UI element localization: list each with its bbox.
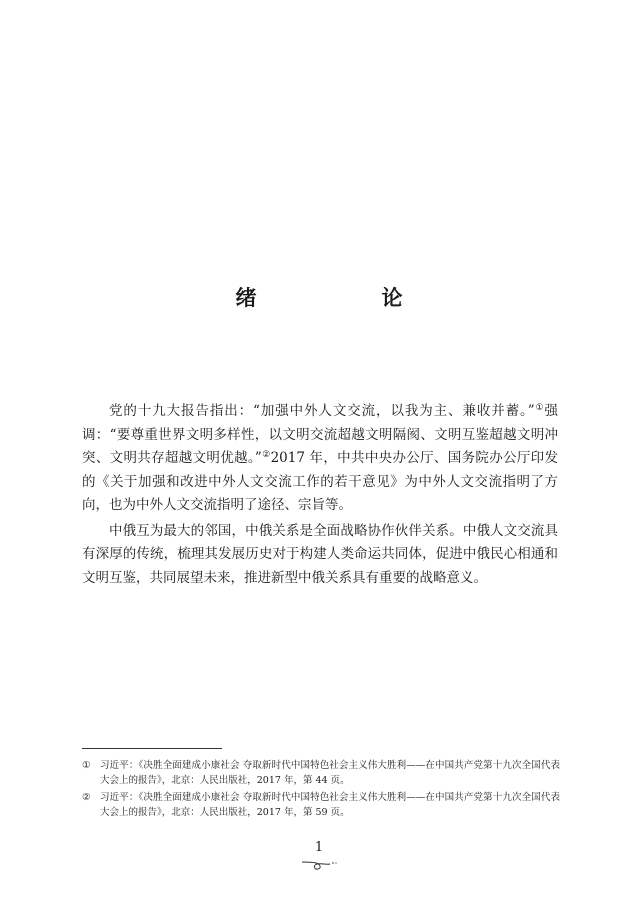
footnote-1 (82, 758, 560, 788)
body-text (82, 400, 558, 590)
footnote-2-mark: ② (82, 792, 91, 803)
footnote-2-text: 习近平：《决胜全面建成小康社会 夺取新时代中国特色社会主义伟大胜利——在中国共产党第十九次全国代表大会上的报告》，北京：人民出版社，2017 年，第 59 页。 (100, 792, 560, 818)
footnote-1-text: 习近平：《决胜全面建成小康社会 夺取新时代中国特色社会主义伟大胜利——在中国共产党第十九次全国代表大会上的报告》，北京：人民出版社，2017 年，第 44 页。 (100, 760, 560, 786)
footnotes (82, 758, 560, 822)
footnote-divider (82, 748, 222, 749)
page-title: 绪 论 (235, 285, 455, 311)
paragraph-1-part-3: 2017 年，中共中央办公厅、国务院办公厅印发的《关于加强和改进中外人文交流工作的若干意见》为中外人文交流指明了方向，也为中外人文交流指明了途径、宗旨等。 (82, 450, 558, 513)
footnote-1-mark: ① (82, 760, 91, 771)
paragraph-2: 中俄互为最大的邻国，中俄关系是全面战略协作伙伴关系。中俄人文交流具有深厚的传统，梳理其发展历史对于构建人类命运共同体，促进中俄民心相通和文明互鉴，共同展望未来，推进新型中俄关系具有重要的战略意义。 (82, 522, 558, 586)
paragraph-1-part-1: 党的十九大报告指出：“加强中外人文交流，以我为主、兼收并蓄。” (109, 403, 535, 419)
page-footer (0, 840, 638, 876)
footnote-ref-2[interactable]: ② (261, 450, 271, 460)
page-ornament-swirl-icon (300, 854, 344, 872)
footnote-2 (82, 790, 560, 820)
paragraph-1 (82, 400, 558, 518)
paragraph-1-part-2: 强调：“要尊重世界文明多样性，以文明交流超越文明隔阂、文明互鉴超越文明冲突、文明共存超越文明优越。” (82, 403, 558, 466)
page-number: 1 (314, 840, 324, 855)
footnote-ref-1[interactable]: ① (534, 403, 545, 413)
